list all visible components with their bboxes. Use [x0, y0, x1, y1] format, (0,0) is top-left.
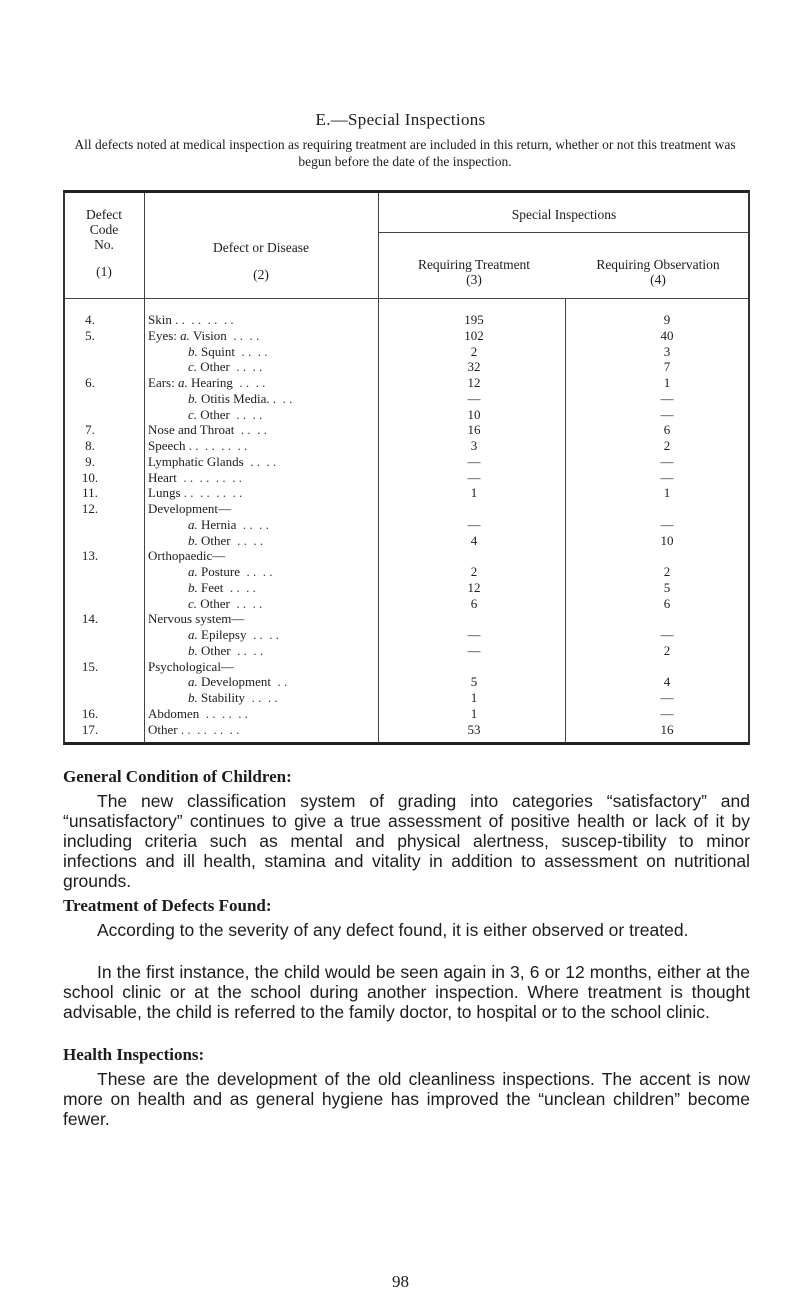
row-defect-name: Heart — [148, 469, 177, 485]
row-defect-name: Hearing — [187, 375, 233, 390]
row-requiring-observation: 6 — [663, 422, 671, 438]
row-requiring-treatment: 4 — [470, 532, 478, 548]
table-row — [0, 359, 801, 374]
row-defect — [148, 690, 414, 705]
row-sub-label: b. — [188, 390, 198, 406]
row-defect-name: Nervous system— — [148, 611, 245, 627]
row-sub-label: c. — [188, 359, 198, 375]
table-row — [0, 501, 801, 516]
row-requiring-observation: 6 — [663, 595, 671, 611]
row-defect — [148, 722, 374, 737]
row-code: 5. — [85, 327, 95, 343]
row-defect — [148, 643, 414, 658]
row-defect-name: Psychological— — [148, 658, 234, 674]
header-bottom-rule — [65, 298, 748, 299]
row-requiring-observation: — — [660, 690, 674, 705]
table-row — [0, 485, 801, 500]
row-code: 14. — [81, 611, 99, 627]
row-requiring-treatment: 12 — [467, 579, 481, 595]
row-defect-name: Skin — [148, 312, 172, 327]
row-defect — [148, 533, 414, 548]
row-sub-label: a. — [188, 564, 198, 579]
table-row — [0, 438, 801, 453]
row-leader-dots: . . . . — [223, 579, 256, 595]
row-defect — [148, 312, 374, 327]
row-sub-label: b. — [188, 642, 198, 658]
table-row — [0, 344, 801, 359]
row-requiring-observation: 7 — [663, 359, 671, 375]
row-requiring-treatment: — — [467, 627, 481, 642]
table-row — [0, 517, 801, 532]
table-row — [0, 690, 801, 705]
row-requiring-observation: 3 — [663, 343, 671, 359]
row-defect-name: Other — [197, 406, 230, 422]
row-defect — [148, 375, 374, 390]
row-requiring-observation: 2 — [663, 642, 671, 658]
table-row — [0, 470, 801, 485]
row-sub-label: a. — [188, 627, 198, 642]
table-row — [0, 580, 801, 595]
row-sub-label: a. — [177, 375, 188, 390]
row-defect — [148, 501, 374, 516]
table-row — [0, 706, 801, 721]
header-defect-or-disease: Defect or Disease (2) — [213, 240, 309, 282]
row-leader-dots: . . . . — [229, 406, 263, 422]
row-sub-label: c. — [188, 595, 198, 611]
row-defect-name: Vision — [189, 327, 227, 343]
row-defect-name: Other — [197, 642, 231, 658]
row-defect-name: Hernia — [197, 516, 237, 532]
row-leader-dots: . . . . . . . . — [171, 312, 234, 327]
row-requiring-treatment: 16 — [467, 422, 481, 438]
row-defect-name: Other — [197, 359, 230, 375]
row-defect-name: Development — [197, 674, 272, 690]
row-defect — [148, 328, 374, 343]
header-requiring-observation: Requiring Observation (4) — [596, 257, 720, 287]
row-code: 15. — [81, 658, 99, 674]
row-code: 6. — [85, 375, 95, 390]
row-leader-dots: . . . . — [226, 327, 260, 343]
row-requiring-treatment: — — [467, 516, 481, 532]
row-requiring-treatment: 10 — [467, 406, 481, 422]
row-requiring-observation: — — [660, 390, 674, 406]
row-defect-name: Posture — [197, 564, 240, 579]
row-defect-name: Other — [197, 532, 231, 548]
header-requiring-treatment: Requiring Treatment (3) — [417, 257, 531, 287]
row-sub-label: b. — [188, 690, 198, 705]
row-requiring-treatment: 2 — [470, 564, 478, 579]
row-leader-dots: . . — [271, 674, 288, 690]
treatment-paragraph-1: According to the severity of any defect found, it is either observed or treated. — [97, 920, 689, 940]
row-requiring-observation: 1 — [663, 485, 671, 501]
row-defect — [148, 485, 374, 500]
row-requiring-observation: 5 — [663, 579, 671, 595]
row-leader-dots: . . . . . . . . — [180, 485, 243, 501]
row-requiring-treatment: 1 — [470, 485, 478, 501]
intro-note: All defects noted at medical inspection as requiring treatment are included in this return, whether or not this treatment was begun before the date of the inspection. — [74, 137, 736, 169]
row-requiring-treatment: 1 — [470, 705, 478, 721]
row-defect — [148, 391, 414, 406]
row-requiring-treatment: 1 — [470, 690, 478, 705]
row-code: 9. — [85, 453, 95, 469]
row-requiring-observation: 4 — [663, 674, 671, 690]
row-leader-dots: . . . . — [246, 627, 279, 642]
row-defect — [148, 596, 414, 611]
row-defect-name: Stability — [197, 690, 246, 705]
row-defect-group: Ears: — [148, 375, 175, 390]
health-inspections-heading: Health Inspections: — [63, 1045, 205, 1064]
table-row — [0, 328, 801, 343]
row-requiring-treatment: — — [467, 453, 481, 469]
row-code: 13. — [81, 548, 99, 564]
row-requiring-treatment: 3 — [470, 438, 478, 453]
table-row — [0, 375, 801, 390]
row-requiring-treatment: 12 — [467, 375, 481, 390]
row-defect — [148, 611, 374, 626]
row-defect-name: Epilepsy — [197, 627, 247, 642]
row-defect-name: Lymphatic Glands — [148, 453, 244, 469]
table-row — [0, 627, 801, 642]
row-requiring-treatment: — — [467, 390, 481, 406]
row-sub-label: a. — [188, 516, 198, 532]
row-defect — [148, 548, 374, 563]
group-header-rule — [378, 232, 748, 233]
row-defect — [148, 659, 374, 674]
row-requiring-treatment: 2 — [470, 343, 478, 359]
row-code: 7. — [85, 422, 95, 438]
row-defect — [148, 344, 414, 359]
row-defect-name: Feet — [197, 579, 224, 595]
row-leader-dots: . . . . — [236, 516, 269, 532]
page-number: 98 — [392, 1272, 409, 1291]
row-defect — [148, 470, 374, 485]
row-defect — [148, 517, 414, 532]
table-row — [0, 391, 801, 406]
table-row — [0, 722, 801, 737]
row-requiring-observation: — — [660, 406, 674, 422]
row-defect — [148, 706, 374, 721]
table-row — [0, 596, 801, 611]
row-defect — [148, 564, 414, 579]
row-defect — [148, 627, 414, 642]
row-defect-name: Otitis Media. . — [197, 390, 277, 406]
table-row — [0, 611, 801, 626]
row-requiring-treatment: 32 — [467, 359, 481, 375]
treatment-paragraph-2: In the first instance, the child would be seen again in 3, 6 or 12 months, either at the school clinic or at the school during another inspection. Where treatment is thought advisable, the child is referred to the family doctor, to hospital or to the school clinic. — [63, 962, 750, 1022]
row-defect-name: Development— — [148, 501, 232, 516]
row-leader-dots: . . . . . . . . — [185, 438, 248, 453]
row-code: 17. — [81, 721, 99, 737]
table-row — [0, 564, 801, 579]
row-requiring-observation: — — [660, 516, 674, 532]
row-sub-label: c. — [188, 406, 198, 422]
row-defect — [148, 422, 374, 437]
row-requiring-observation: 2 — [663, 438, 671, 453]
treatment-of-defects-heading: Treatment of Defects Found: — [63, 896, 272, 915]
row-sub-label: b. — [188, 343, 198, 359]
row-leader-dots: . . . . — [245, 690, 278, 705]
row-sub-label: b. — [188, 579, 198, 595]
row-defect-name: Abdomen — [148, 705, 200, 721]
row-leader-dots: . . . . — [230, 642, 264, 658]
table-row — [0, 533, 801, 548]
header-defect-code: Defect Code No. (1) — [86, 207, 122, 279]
row-sub-label: a. — [188, 674, 198, 690]
row-leader-dots: . . . . — [229, 359, 263, 375]
row-leader-dots: . . . . — [234, 343, 268, 359]
row-requiring-observation: — — [660, 469, 674, 485]
row-code: 4. — [85, 312, 95, 327]
row-leader-dots: . . . . — [240, 564, 273, 579]
row-requiring-observation: 40 — [660, 327, 674, 343]
row-requiring-observation: 16 — [660, 721, 674, 737]
row-defect-name: Nose and Throat — [148, 422, 235, 438]
table-row — [0, 312, 801, 327]
row-leader-dots: . . . . — [229, 595, 263, 611]
row-defect — [148, 580, 414, 595]
row-requiring-treatment: 5 — [470, 674, 478, 690]
row-defect — [148, 407, 414, 422]
row-requiring-observation: 9 — [663, 312, 671, 327]
row-leader-dots: . . . . — [230, 532, 264, 548]
row-code: 8. — [85, 438, 95, 453]
row-requiring-treatment: 195 — [464, 312, 484, 327]
row-requiring-observation: — — [660, 627, 674, 642]
row-defect-name: Other — [197, 595, 230, 611]
row-requiring-treatment: 102 — [464, 327, 484, 343]
section-heading: E.—Special Inspections — [315, 110, 486, 129]
row-leader-dots: . . . . — [232, 375, 266, 390]
table-row — [0, 674, 801, 689]
row-defect-name: Lungs — [148, 485, 181, 501]
table-row — [0, 407, 801, 422]
general-condition-heading: General Condition of Children: — [63, 767, 292, 786]
row-leader-dots: . . — [276, 390, 293, 406]
row-code: 12. — [81, 501, 99, 516]
row-leader-dots: . . . . — [243, 453, 277, 469]
row-sub-label: b. — [188, 532, 198, 548]
row-defect — [148, 438, 374, 453]
row-defect-name: Orthopaedic— — [148, 548, 226, 564]
row-requiring-observation: 2 — [663, 564, 671, 579]
table-row — [0, 643, 801, 658]
row-code: 11. — [82, 485, 98, 501]
row-defect-name: Other — [148, 721, 178, 737]
row-defect-name: Speech — [148, 438, 186, 453]
row-leader-dots: . . . . . . . . — [176, 469, 242, 485]
row-requiring-observation: — — [660, 705, 674, 721]
table-row — [0, 454, 801, 469]
row-code: 16. — [81, 705, 99, 721]
health-inspections-text: These are the development of the old cleanliness inspections. The accent is now more on health and as general hygiene has improved the “unclean children” become fewer. — [63, 1069, 750, 1129]
row-requiring-observation: 1 — [663, 375, 671, 390]
row-defect-group: Eyes: — [148, 327, 177, 343]
row-code: 10. — [81, 469, 99, 485]
row-requiring-observation: — — [660, 453, 674, 469]
row-defect — [148, 359, 414, 374]
row-requiring-observation: 10 — [660, 532, 674, 548]
row-sub-label: a. — [180, 327, 190, 343]
table-row — [0, 422, 801, 437]
row-leader-dots: . . . . — [234, 422, 267, 438]
row-requiring-treatment: 6 — [470, 595, 478, 611]
header-special-inspections: Special Inspections — [511, 207, 617, 222]
row-defect-name: Squint — [197, 343, 235, 359]
row-leader-dots: . . . . . . — [199, 705, 249, 721]
table-row — [0, 548, 801, 563]
row-requiring-treatment: — — [467, 469, 481, 485]
row-requiring-treatment: 53 — [467, 721, 481, 737]
row-requiring-treatment: — — [467, 642, 481, 658]
table-row — [0, 659, 801, 674]
general-condition-text: The new classification system of grading into categories “satisfactory” and “unsatisfactory” continues to give a true assessment of positive health or lack of it by including criteria such as mental and physical alertness, suscep-tibility to minor infections and ill health, stamina and vitality in addition to assessment on nutritional grounds. — [63, 791, 750, 891]
row-defect — [148, 674, 414, 689]
row-leader-dots: . . . . . . . . — [177, 721, 240, 737]
row-defect — [148, 454, 374, 469]
